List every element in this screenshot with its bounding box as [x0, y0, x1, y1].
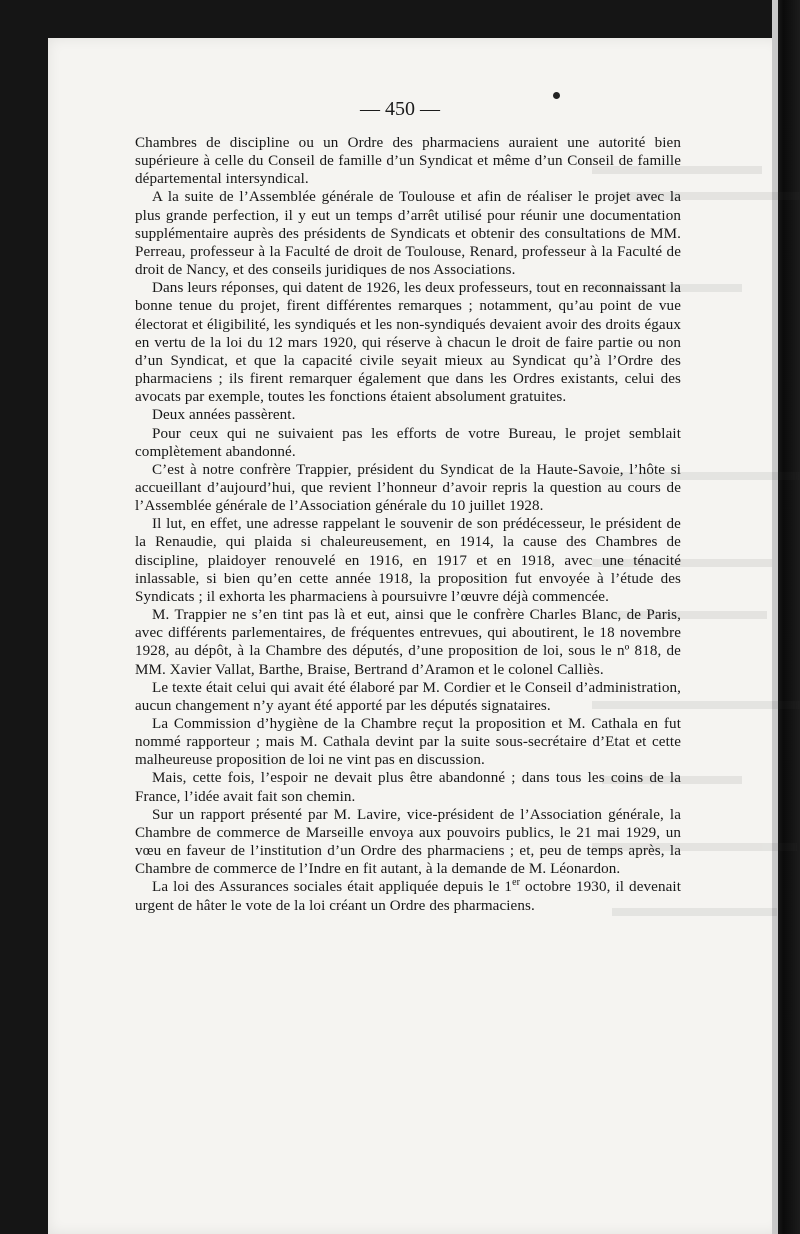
paragraph: Dans leurs réponses, qui datent de 1926, les deux professeurs, tout en reconnaissant la bonne tenue du projet, firent différentes remarques ; notamment, qu’au point de vue électorat et éligibilité, les syndiqués et les non-syndiqués devaient avoir des droits égaux en vertu de la loi du 12 mars 1920, qui réserve à chacun le droit de faire partie ou non d’un Syndicat, et que la capacité civile seyait mieux au Syndicat qu’à l’Ordre des pharmaciens ; ils firent remarquer également que dans les Ordres existants, celui des avocats par exemple, toutes les fonctions étaient absolument gratuites.	[135, 280, 681, 406]
paragraph: Mais, cette fois, l’espoir ne devait plus être abandonné ; dans tous les coins de la France, l’idée avait fait son chemin.	[135, 770, 681, 805]
ordinal-superscript: er	[512, 877, 521, 889]
last-paragraph	[135, 878, 681, 914]
paragraph: Le texte était celui qui avait été élaboré par M. Cordier et le Conseil d’administration, aucun changement n’y ayant été apporté par les députés signataires.	[135, 679, 681, 714]
paragraph: Chambres de discipline ou un Ordre des pharmaciens auraient une autorité bien supérieure à celle du Conseil de famille d’un Syndicat et même d’un Conseil de famille départemental intersyndical.	[135, 135, 681, 188]
last-paragraph-end: octobre 1930, il devenait urgent de hâter le vote de la loi créant un Ordre des pharmaciens.	[135, 879, 681, 914]
page-number: — 450 —	[360, 98, 440, 120]
paragraph: Pour ceux qui ne suivaient pas les efforts de votre Bureau, le projet semblait complètement abandonné.	[135, 425, 681, 460]
paragraph: C’est à notre confrère Trappier, président du Syndicat de la Haute-Savoie, l’hôte si accueillant d’aujourd’hui, que revient l’honneur d’avoir repris la question au cours de l’Assemblée générale de l’Association générale du 10 juillet 1928.	[135, 461, 681, 515]
paragraph: La Commission d’hygiène de la Chambre reçut la proposition et M. Cathala en fut nommé rapporteur ; mais M. Cathala devint par la suite sous-secrétaire d’Etat et cette malheureuse proposition de loi ne vint pas en discussion.	[135, 716, 681, 769]
last-paragraph-start: La loi des Assurances sociales était appliquée depuis le 1	[152, 879, 513, 896]
paragraph: Il lut, en effet, une adresse rappelant le souvenir de son prédécesseur, le président de la Renaudie, qui plaida si chaleureusement, en 1914, la cause des Chambres de discipline, plaidoyer renouvelé en 1916, en 1917 et en 1918, avec une ténacité inlassable, si bien qu’en cette année 1918, la proposition fut envoyée à l’étude des Syndicats ; il exhorta les pharmaciens à poursuivre l’œuvre déjà commencée.	[135, 516, 681, 605]
paragraph: Deux années passèrent.	[152, 407, 296, 424]
paragraph: M. Trappier ne s’en tint pas là et eut, ainsi que le confrère Charles Blanc, de Paris, avec différents parlementaires, de fréquentes entrevues, qui aboutirent, le 18 novembre 1928, au dépôt, à la Chambre des députés, d’une proposition de loi, sous le nº 818, de MM. Xavier Vallat, Barthe, Braise, Bertrand d’Aramon et le colonel Calliès.	[135, 607, 681, 678]
page-binding-edge	[772, 0, 800, 1234]
paragraph: Sur un rapport présenté par M. Lavire, vice-président de l’Association générale, la Chambre de commerce de Marseille envoya aux pouvoirs publics, le 21 mai 1929, un vœu en faveur de l’institution d’un Ordre des pharmaciens ; et, peu de temps après, la Chambre de commerce de l’Indre en fit autant, à la demande de M. Léonardon.	[135, 806, 681, 878]
body-text	[135, 134, 681, 915]
paragraph: A la suite de l’Assemblée générale de Toulouse et afin de réaliser le projet avec la plus grande perfection, il y eut un temps d’arrêt utilisé pour réunir une documentation supplémentaire auprès des présidents de Syndicats et obtenir des consultations de MM. Perreau, professeur à la Faculté de droit de Toulouse, Renard, professeur à la Faculté de droit de Nancy, et des conseils juridiques de nos Associations.	[135, 189, 681, 279]
